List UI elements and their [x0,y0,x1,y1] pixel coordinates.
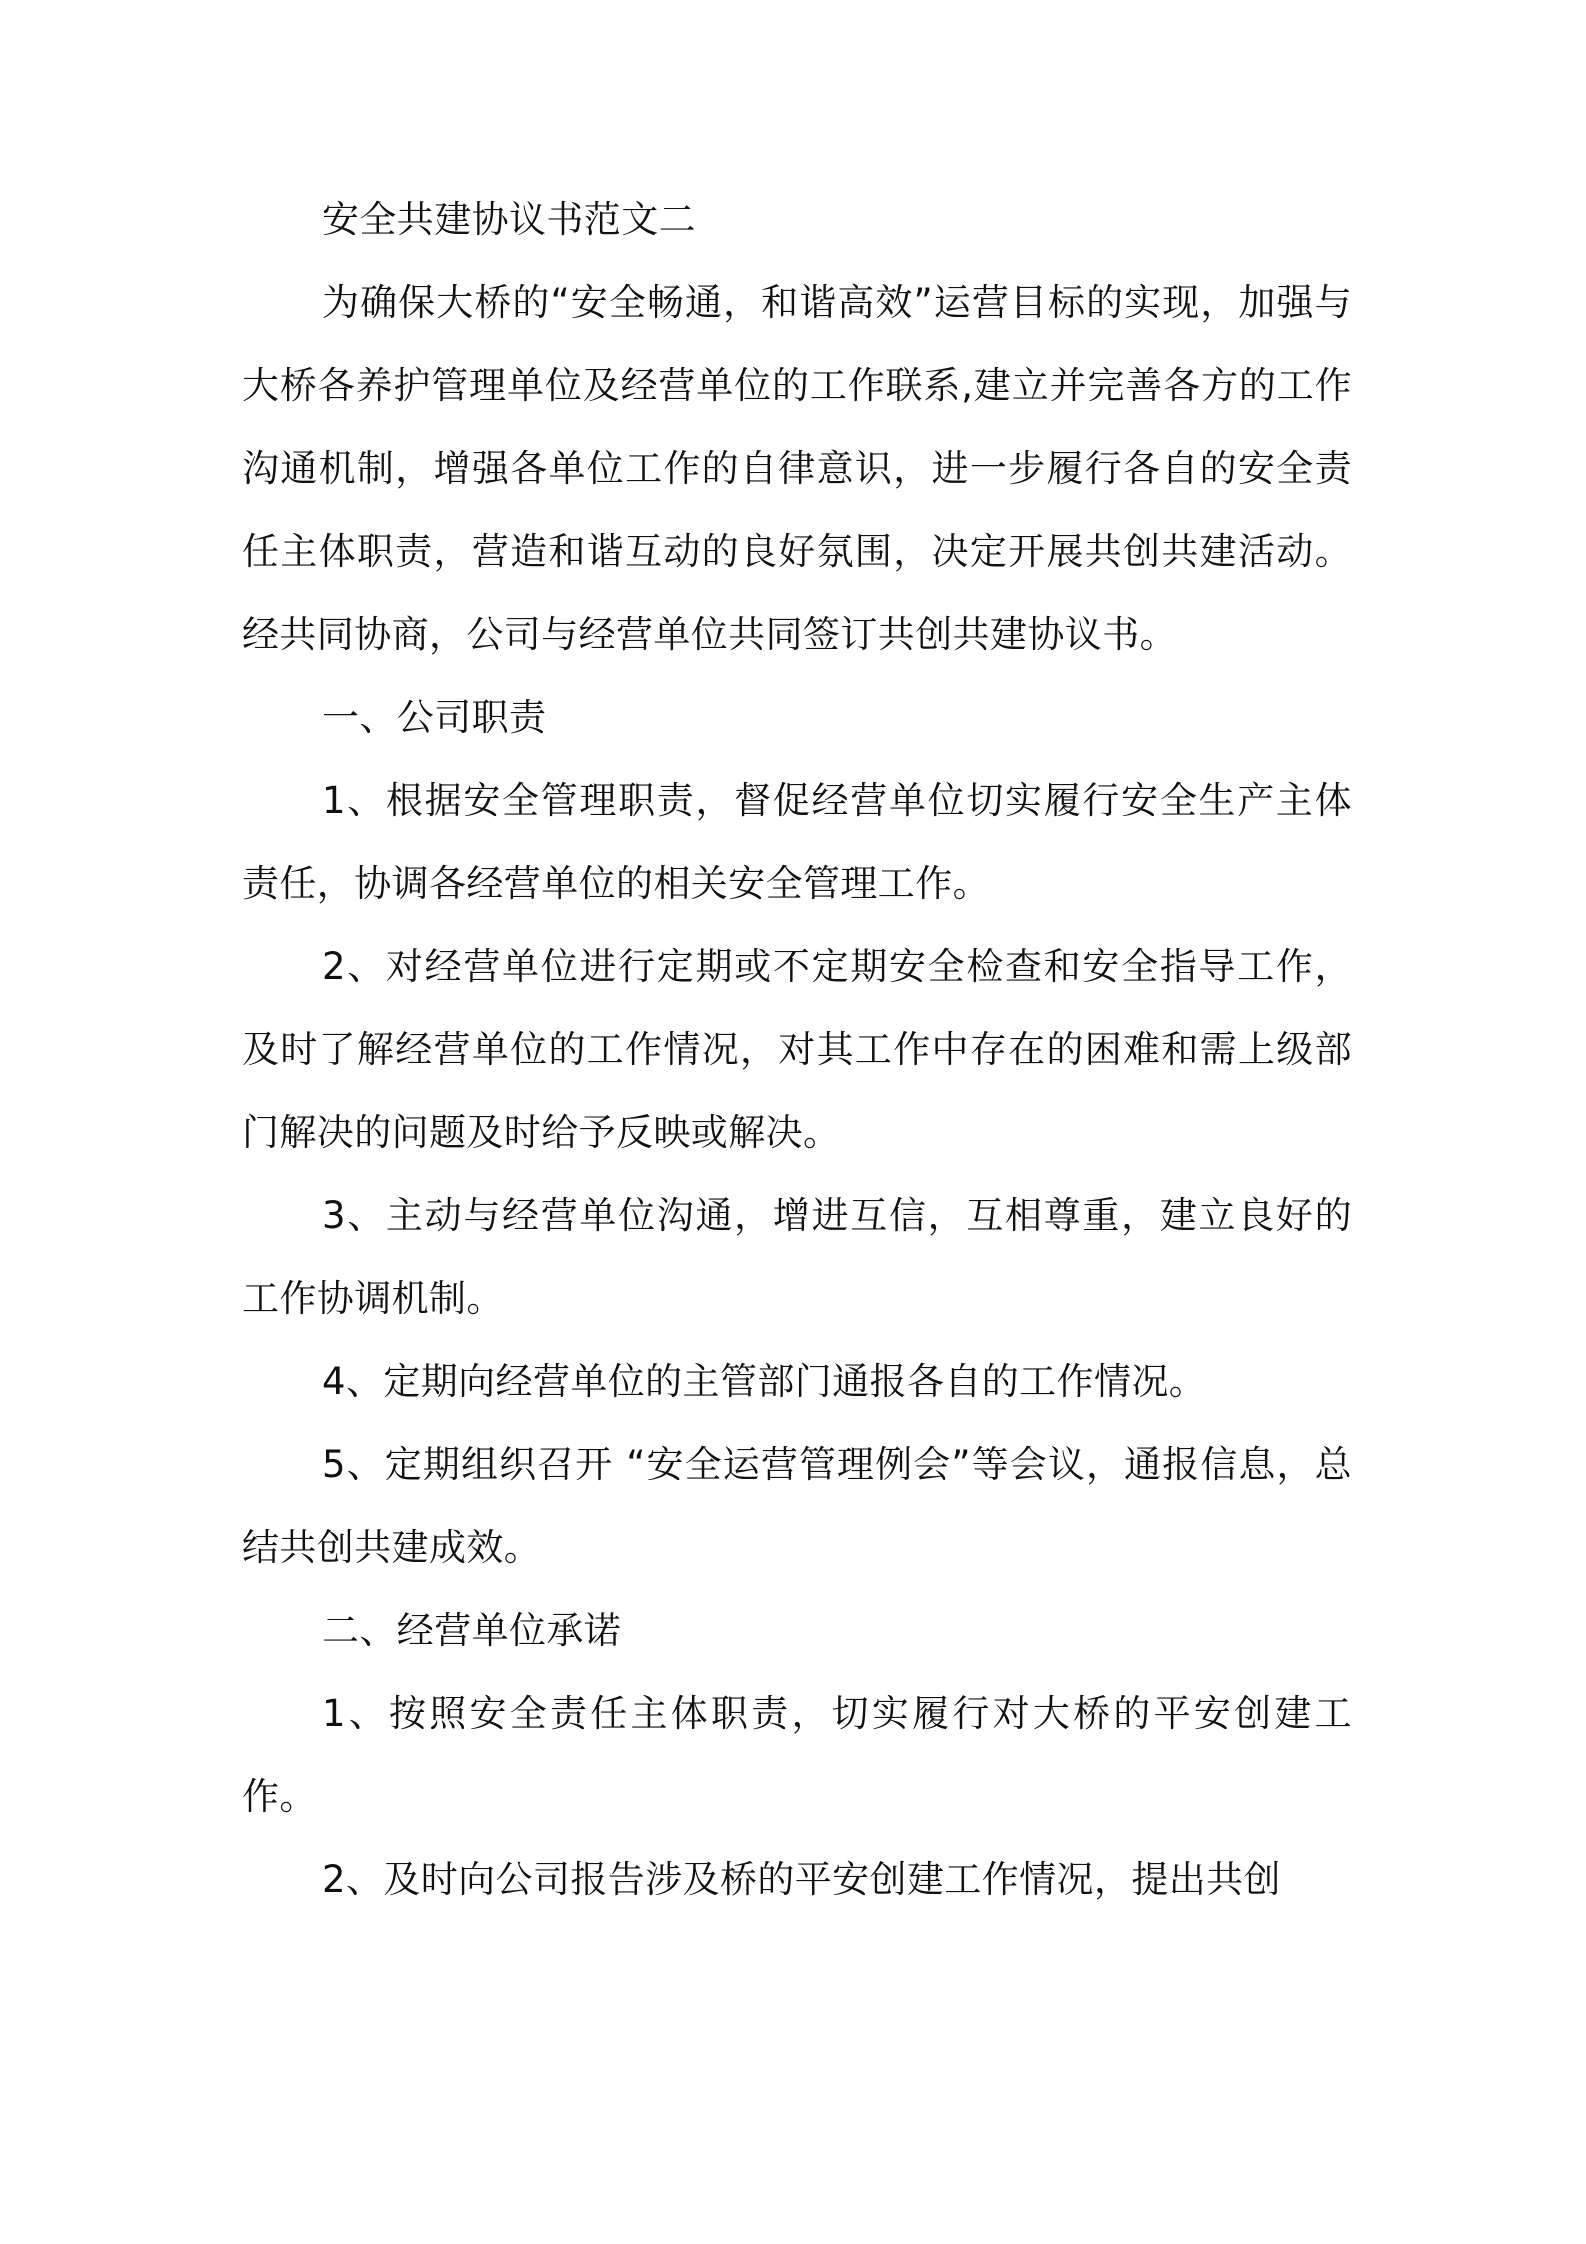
company-duty-2: 2、对经营单位进行定期或不定期安全检查和安全指导工作，及时了解经营单位的工作情况，对其工作中存在的困难和需上级部门解决的问题及时给予反映或解决。 [242,945,1352,1154]
operator-commitment-2: 2、及时向公司报告涉及桥的平安创建工作情况，提出共创 [322,1858,1281,1901]
company-duty-5: 5、定期组织召开 “安全运营管理例会”等会议，通报信息，总结共创共建成效。 [242,1443,1352,1569]
operator-commitment-1: 1、按照安全责任主体职责，切实履行对大桥的平安创建工作。 [242,1692,1352,1818]
company-duty-1: 1、根据安全管理职责，督促经营单位切实履行安全生产主体责任，协调各经营单位的相关安全管理工作。 [242,779,1352,905]
company-duty-4: 4、定期向经营单位的主管部门通报各自的工作情况。 [322,1360,1207,1403]
section-heading-company-duties: 一、公司职责 [322,696,547,739]
document-title: 安全共建协议书范文二 [322,198,696,241]
section-heading-operator-commitments: 二、经营单位承诺 [322,1609,622,1652]
intro-paragraph: 为确保大桥的“安全畅通，和谐高效”运营目标的实现，加强与大桥各养护管理单位及经营单位的工作联系,建立并完善各方的工作沟通机制，增强各单位工作的自律意识，进一步履行各自的安全责任主体职责，营造和谐互动的良好氛围，决定开展共创共建活动。经共同协商，公司与经营单位共同签订共创共建协议书。 [242,281,1352,656]
company-duty-3: 3、主动与经营单位沟通，增进互信，互相尊重，建立良好的工作协调机制。 [242,1194,1352,1320]
document-body [242,178,1352,1921]
